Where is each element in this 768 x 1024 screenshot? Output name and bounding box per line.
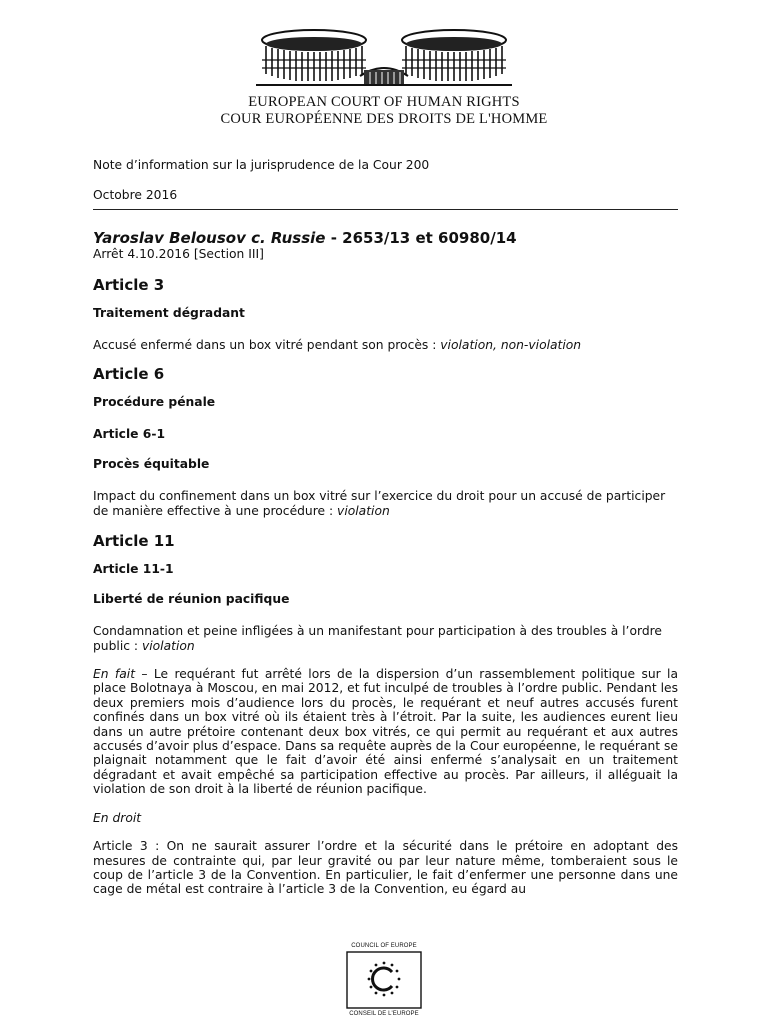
case-name: Yaroslav Belousov c. Russie <box>93 229 326 247</box>
article-11-subheading: Liberté de réunion pacifique <box>93 592 290 607</box>
article-3-outcome: violation, non-violation <box>440 338 582 352</box>
facts-paragraph <box>93 667 678 797</box>
article-6-heading: Article 6 <box>93 365 165 384</box>
article-6-summary-text: Impact du confinement dans un box vitré sur l’exercice du droit pour un accusé de participer de manière effective à une procédure : <box>93 489 666 518</box>
article-11-1-heading: Article 11-1 <box>93 562 174 577</box>
article-6-subheading-procedure: Procédure pénale <box>93 395 216 410</box>
case-title <box>93 229 678 247</box>
law-paragraph: Article 3 : On ne saurait assurer l’ordre et la sécurité dans le prétoire en adoptant des mesures de contrainte qui, par leur gravité ou par leur nature même, tomberaient sous le coup de l’article 3 de la Convention. En particulier, le fait d’enfermer une personne dans une cage de métal est contraire à l’article 3 de la Convention, eu égard au <box>93 839 678 897</box>
court-name-french: COUR EUROPÉENNE DES DROITS DE L'HOMME <box>220 111 548 127</box>
article-6-subheading-fair-trial: Procès équitable <box>93 457 210 472</box>
council-of-europe-logo <box>340 942 428 1018</box>
facts-label: En fait <box>93 667 136 682</box>
article-11-summary-text: Condamnation et peine infligées à un manifestant pour participation à des troubles à l’ordre public : <box>93 624 662 653</box>
article-11-summary <box>93 624 678 653</box>
court-logo-block <box>0 26 768 128</box>
coe-name-french: CONSEIL DE L'EUROPE <box>349 1011 419 1017</box>
article-11-heading: Article 11 <box>93 532 175 551</box>
council-of-europe-emblem-icon <box>346 951 422 1009</box>
court-building-icon <box>256 26 512 90</box>
court-name-english: EUROPEAN COURT OF HUMAN RIGHTS <box>248 94 520 110</box>
article-6-summary <box>93 489 678 518</box>
article-3-summary-text: Accusé enfermé dans un box vitré pendant son procès : <box>93 338 441 352</box>
article-3-subheading: Traitement dégradant <box>93 306 245 320</box>
header-divider <box>93 209 678 210</box>
article-3-summary <box>93 338 678 352</box>
case-application-numbers: - 2653/13 et 60980/14 <box>325 229 517 247</box>
law-label <box>93 811 678 825</box>
article-6-outcome: violation <box>337 503 390 518</box>
document-body <box>93 158 678 897</box>
issue-date: Octobre 2016 <box>93 188 178 202</box>
information-note-line: Note d’information sur la jurisprudence de la Cour 200 <box>93 158 430 172</box>
coe-name-english: COUNCIL OF EUROPE <box>351 943 417 949</box>
article-6-1-heading: Article 6-1 <box>93 427 166 442</box>
article-3-heading: Article 3 <box>93 276 165 294</box>
law-label-text: En droit <box>93 810 142 825</box>
facts-text: – Le requérant fut arrêté lors de la dispersion d’un rassemblement politique sur la place Bolotnaya à Moscou, en mai 2012, et fut inculpé de troubles à l’ordre public. Pendant les deux premiers mois d’audience lors du procès, le requérant et neuf autres accusés furent confinés dans un box vitré où ils étaient très à l’étroit. Par la suite, les audiences eurent lieu dans un autre prétoire contenant deux box vitrés, ce qui permit au requérant et aux autres accusés d’avoir plus d’espace. Dans sa requête auprès de la Cour européenne, le requérant se plaignait notamment que le fait d’avoir été ainsi enfermé s’analysait en un traitement dégradant et avait empêché sa participation effective au procès. Par ailleurs, il alléguait la violation de son droit à la liberté de réunion pacifique. <box>93 667 678 797</box>
judgment-date: Arrêt 4.10.2016 [Section III] <box>93 247 264 261</box>
article-11-outcome: violation <box>141 638 195 653</box>
